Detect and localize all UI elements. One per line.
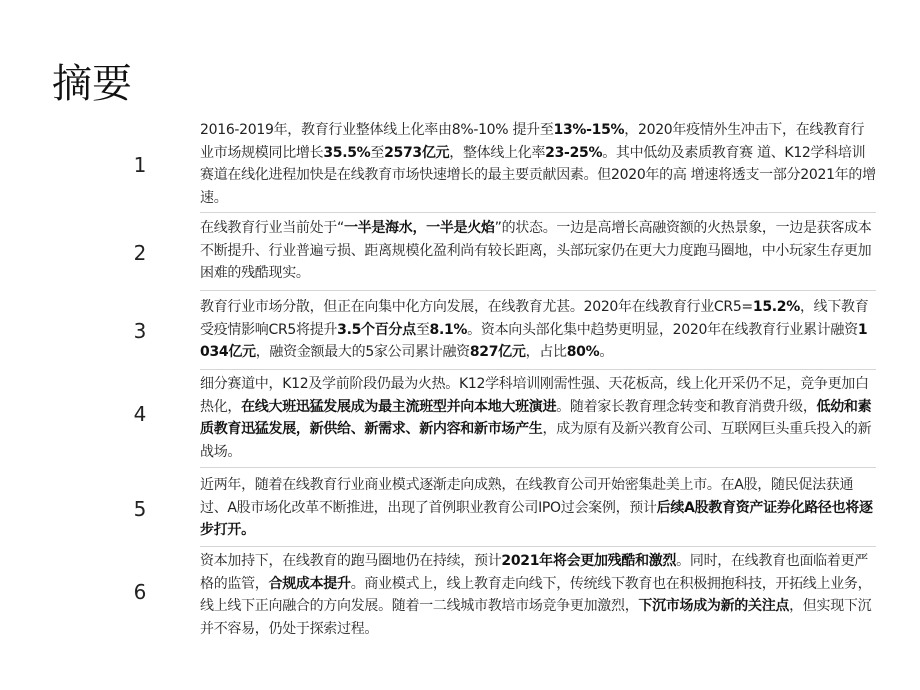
- body-text: 。商业模式上，线上教育走向线下，传统线下教育也在积极拥抱科技，开拓线上业务，线上线下正向融合的方向发展。随着一二线城市教培市场竞争更加激烈，: [200, 575, 872, 614]
- body-text: ，整体线上化率: [449, 144, 546, 161]
- highlight-text: 2573亿元: [384, 144, 450, 161]
- body-text: 至: [415, 321, 430, 338]
- highlight-text: 低幼和素质教育迅猛发展，新供给、新需求、新内容和新市场产生: [200, 398, 872, 437]
- item-text: [200, 119, 876, 209]
- body-text: 资本加持下，在线教育的跑马圈地仍在持续，预计: [200, 553, 502, 569]
- highlight-text: 合规成本提升: [268, 575, 351, 592]
- divider: [200, 546, 876, 547]
- item-number: 4: [133, 402, 147, 426]
- body-text: 细分赛道中，K12及学前阶段仍最为火热。K12学科培训刚需性强、天花板高，线上化开采仍不足，竞争更加白热化，: [200, 376, 869, 415]
- item-text: [200, 373, 876, 463]
- item-number: 3: [133, 319, 147, 343]
- divider: [200, 212, 876, 213]
- body-text: 。: [599, 344, 614, 360]
- item-number: 1: [133, 153, 147, 177]
- divider: [200, 467, 876, 468]
- highlight-text: 一半是海水，一半是火焰: [343, 220, 495, 236]
- item-text: [200, 217, 876, 285]
- highlight-text: 23-25%: [545, 144, 603, 161]
- body-text: 。随着家长教育理念转变和教育消费升级，: [556, 398, 817, 415]
- body-text: 。资本向头部化集中趋势更明显，2020年在线教育行业累计融资: [467, 321, 858, 338]
- body-text: 2016-2019年，教育行业整体线上化率由8%-10% 提升至: [200, 122, 554, 138]
- item-text: [200, 296, 876, 364]
- highlight-text: 827亿元: [469, 344, 526, 360]
- body-text: ，占比: [525, 344, 567, 360]
- body-text: 。其中低幼及素质教育赛 道、K12学科培训赛道在线化进程加快是在线教育市场快速增长的最主要贡献因素。但2020年的高 增速将透支一部分2021年的增速。: [200, 144, 876, 206]
- highlight-text: 后续A股教育资产证券化路径也将逐步打开。: [200, 499, 873, 538]
- highlight-text: 下沉市场成为新的关注点: [638, 598, 790, 614]
- body-text: 。同时，在线教育也面临着更严格的监管，: [200, 553, 868, 592]
- item-number: 2: [133, 241, 147, 265]
- highlight-text: 1034亿元: [200, 321, 868, 360]
- divider: [200, 369, 876, 370]
- highlight-text: 3.5个百分点: [337, 321, 416, 338]
- highlight-text: 13%-15%: [553, 122, 625, 138]
- body-text: ，成为原有及新兴教育公司、互联网巨头重兵投入的新战场。: [200, 421, 872, 460]
- highlight-text: 8.1%: [429, 321, 468, 338]
- body-text: 至: [370, 144, 385, 161]
- highlight-text: 2021年将会更加残酷和激烈: [501, 553, 677, 569]
- highlight-text: 在线大班迅猛发展成为最主流班型并向本地大班演进: [241, 398, 557, 415]
- body-text: ，线下教育受疫情影响CR5将提升: [200, 299, 869, 338]
- item-text: [200, 550, 876, 640]
- highlight-text: 35.5%: [323, 144, 371, 161]
- body-text: 教育行业市场分散，但正在向集中化方向发展，在线教育尤甚。2020年在线教育行业CR5=: [200, 299, 753, 315]
- item-text: [200, 474, 876, 542]
- highlight-text: 15.2%: [752, 299, 800, 315]
- divider: [200, 290, 876, 291]
- item-number: 6: [133, 580, 147, 604]
- body-text: 在线教育行业当前处于“: [200, 220, 344, 236]
- highlight-text: 80%: [566, 344, 600, 360]
- body-text: ”的状态。一边是高增长高融资额的火热景象，一边是获客成本不断提升、行业普遍亏损、距离规模化盈利尚有较长距离，头部玩家仍在更大力度跑马圈地，中小玩家生存更加困难的残酷现实。: [200, 220, 872, 281]
- page-title: 摘要: [52, 61, 132, 107]
- body-text: ，但实现下沉并不容易，仍处于探索过程。: [200, 598, 872, 637]
- body-text: 近两年，随着在线教育行业商业模式逐渐走向成熟，在线教育公司开始密集赴美上市。在A股，随民促法获通过、A股市场化改革不断推进，出现了首例职业教育公司IPO过会案例，预计: [200, 477, 854, 516]
- item-number: 5: [133, 497, 147, 521]
- body-text: ，2020年疫情外生冲击下，在线教育行业市场规模同比增长: [200, 122, 865, 161]
- body-text: ，融资金额最大的5家公司累计融资: [255, 344, 470, 360]
